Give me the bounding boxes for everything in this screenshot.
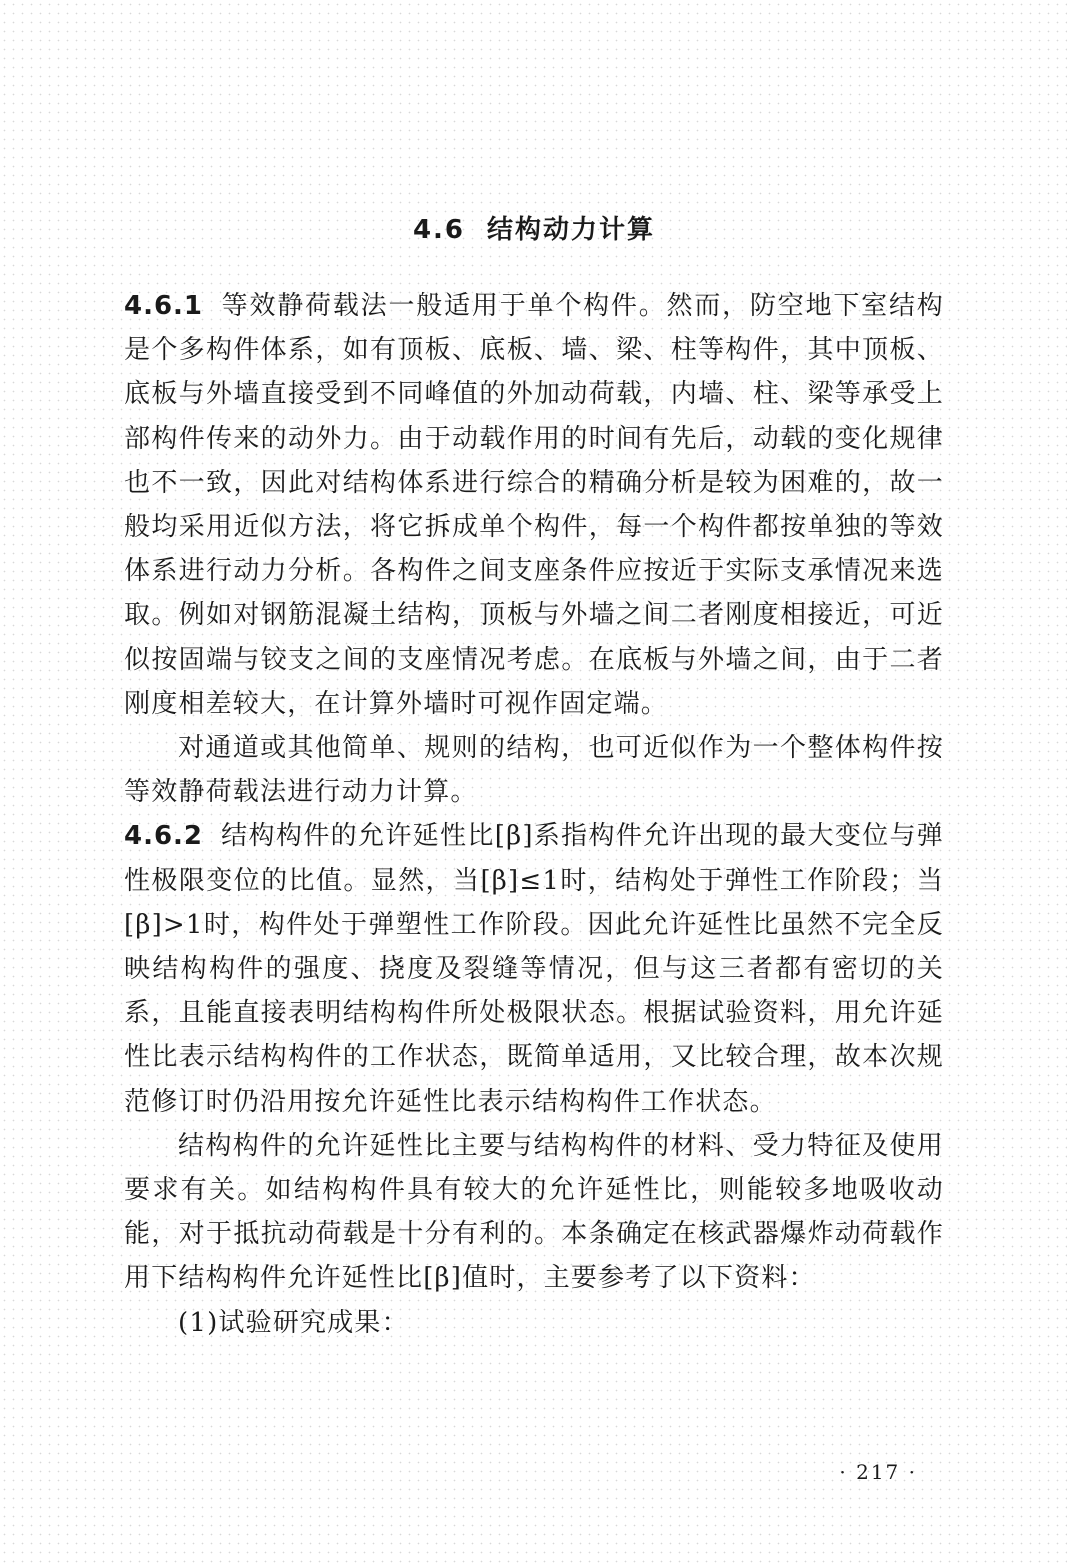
clause-4-6-2-number: 4.6.2 xyxy=(124,821,204,852)
clause-4-6-1-paragraph xyxy=(124,284,944,726)
clause-4-6-2-text: 结构构件的允许延性比[β]系指构件允许出现的最大变位与弹性极限变位的比值。显然，当[β]≤1时，结构处于弹性工作阶段；当[β]>1时，构件处于弹塑性工作阶段。因此允许延性比虽然不完全反映结构构件的强度、挠度及裂缝等情况，但与这三者都有密切的关系，且能直接表明结构构件所处极限状态。根据试验资料，用允许延性比表示结构构件的工作状态，既简单适用，又比较合理，故本次规范修订时仍沿用按允许延性比表示结构构件工作状态。 xyxy=(124,821,944,1117)
clause-4-6-2-paragraph xyxy=(124,814,944,1123)
section-heading xyxy=(124,206,944,254)
section-number: 4.6 xyxy=(412,215,466,245)
section-title-text: 结构动力计算 xyxy=(487,215,656,245)
page-content xyxy=(124,206,944,1345)
clause-4-6-1-number: 4.6.1 xyxy=(124,291,204,321)
list-item-1: (1)试验研究成果： xyxy=(178,1307,409,1338)
page-number: · 217 · xyxy=(839,1460,917,1484)
clause-4-6-1-paragraph-2: 对通道或其他简单、规则的结构，也可近似作为一个整体构件按等效静荷载法进行动力计算。 xyxy=(124,733,944,808)
clause-4-6-2-paragraph-2: 结构构件的允许延性比主要与结构构件的材料、受力特征及使用要求有关。如结构构件具有较大的允许延性比，则能较多地吸收动能，对于抵抗动荷载是十分有利的。本条确定在核武器爆炸动荷载作用下结构构件允许延性比[β]值时，主要参考了以下资料： xyxy=(124,1130,944,1294)
clause-4-6-1-text: 等效静荷载法一般适用于单个构件。然而，防空地下室结构是个多构件体系，如有顶板、底板、墙、梁、柱等构件，其中顶板、底板与外墙直接受到不同峰值的外加动荷载，内墙、柱、梁等承受上部构件传来的动外力。由于动载作用的时间有先后，动载的变化规律也不一致，因此对结构体系进行综合的精确分析是较为困难的，故一般均采用近似方法，将它拆成单个构件，每一个构件都按单独的等效体系进行动力分析。各构件之间支座条件应按近于实际支承情况来选取。例如对钢筋混凝土结构，顶板与外墙之间二者刚度相接近，可近似按固端与铰支之间的支座情况考虑。在底板与外墙之间，由于二者刚度相差较大，在计算外墙时可视作固定端。 xyxy=(124,291,944,719)
